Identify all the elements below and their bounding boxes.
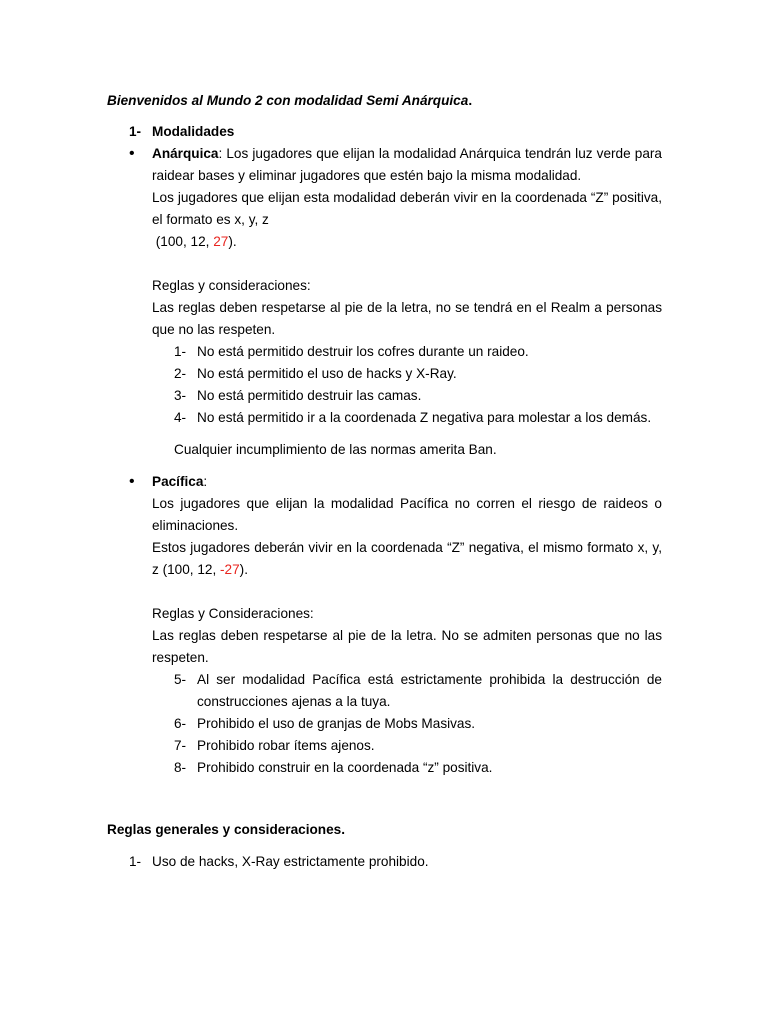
document-title <box>107 90 662 112</box>
list-item <box>107 735 662 757</box>
bullet-marker: • <box>129 145 135 162</box>
rule-text: No está permitido ir a la coordenada Z negativa para molestar a los demás. <box>197 410 652 425</box>
bullet-anarquica <box>107 143 662 253</box>
document-page <box>107 90 662 873</box>
pacifica-heading <box>152 471 662 493</box>
list-item <box>107 363 662 385</box>
list-item <box>107 341 662 363</box>
pacifica-name: Pacífica <box>152 474 204 489</box>
rule-number: 8- <box>174 760 187 775</box>
pacifica-colon: : <box>203 474 208 489</box>
anarquica-intro-text: : Los jugadores que elijan la modalidad Anárquica tendrán luz verde para raidear bases y eliminar jugadores que estén bajo la misma modalidad. <box>152 146 662 183</box>
document-title-period: . <box>468 93 473 108</box>
anarquica-coord-suffix: ). <box>228 234 237 249</box>
anarquica-coord <box>152 231 662 253</box>
pacifica-coord <box>152 537 662 581</box>
anarquica-name: Anárquica <box>152 146 219 161</box>
list-item <box>107 757 662 779</box>
rule-text: Prohibido construir en la coordenada “z” positiva. <box>197 760 493 775</box>
pacifica-rules-intro: Las reglas deben respetarse al pie de la letra. No se admiten personas que no las respeten. <box>152 628 662 665</box>
document-title-text: Bienvenidos al Mundo 2 con modalidad Semi Anárquica <box>107 93 469 108</box>
list-item <box>107 385 662 407</box>
anarquica-coord-value: 27 <box>213 234 229 249</box>
general-rules-heading: Reglas generales y consideraciones. <box>107 822 346 837</box>
rule-text: Prohibido robar ítems ajenos. <box>197 738 375 753</box>
rule-number: 2- <box>174 366 187 381</box>
section-number: 1- <box>129 124 142 139</box>
section-label: Modalidades <box>152 124 235 139</box>
rule-number: 6- <box>174 716 187 731</box>
anarquica-coord-text: Los jugadores que elijan esta modalidad deberán vivir en la coordenada “Z” positiva, el formato es x, y, z <box>152 190 662 227</box>
pacifica-rules-heading: Reglas y Consideraciones: <box>152 606 314 621</box>
rule-text: No está permitido el uso de hacks y X-Ray. <box>197 366 457 381</box>
bullet-pacifica <box>107 471 662 581</box>
anarquica-rules-heading: Reglas y consideraciones: <box>152 278 311 293</box>
rule-text: Prohibido el uso de granjas de Mobs Masivas. <box>197 716 476 731</box>
rule-text: Al ser modalidad Pacífica está estrictamente prohibida la destrucción de construcciones ajenas a la tuya. <box>197 672 662 709</box>
rule-number: 3- <box>174 388 187 403</box>
section-modalidades <box>107 121 662 143</box>
rule-number: 5- <box>174 672 187 687</box>
rule-number: 7- <box>174 738 187 753</box>
pacifica-coord-value: -27 <box>220 562 240 577</box>
anarquica-rules-intro: Las reglas deben respetarse al pie de la letra, no se tendrá en el Realm a personas que no las respeten. <box>152 300 662 337</box>
anarquica-ban-note: Cualquier incumplimiento de las normas amerita Ban. <box>174 442 497 457</box>
rule-number: 1- <box>174 344 187 359</box>
anarquica-intro <box>152 143 662 187</box>
pacifica-coord-suffix: ). <box>239 562 248 577</box>
list-item <box>107 669 662 713</box>
rule-text: Uso de hacks, X-Ray estrictamente prohibido. <box>152 854 429 869</box>
rule-text: No está permitido destruir los cofres durante un raideo. <box>197 344 529 359</box>
rule-number: 1- <box>129 854 142 869</box>
list-item <box>107 851 662 873</box>
pacifica-coord-text: Estos jugadores deberán vivir en la coordenada “Z” negativa, el mismo formato x, y, z (100, 12, <box>152 540 662 577</box>
anarquica-coord-prefix: (100, 12, <box>152 234 214 249</box>
bullet-marker: • <box>129 473 135 490</box>
list-item <box>107 407 662 429</box>
pacifica-intro: Los jugadores que elijan la modalidad Pacífica no corren el riesgo de raideos o eliminaciones. <box>152 496 662 533</box>
rule-number: 4- <box>174 410 187 425</box>
rule-text: No está permitido destruir las camas. <box>197 388 422 403</box>
list-item <box>107 713 662 735</box>
